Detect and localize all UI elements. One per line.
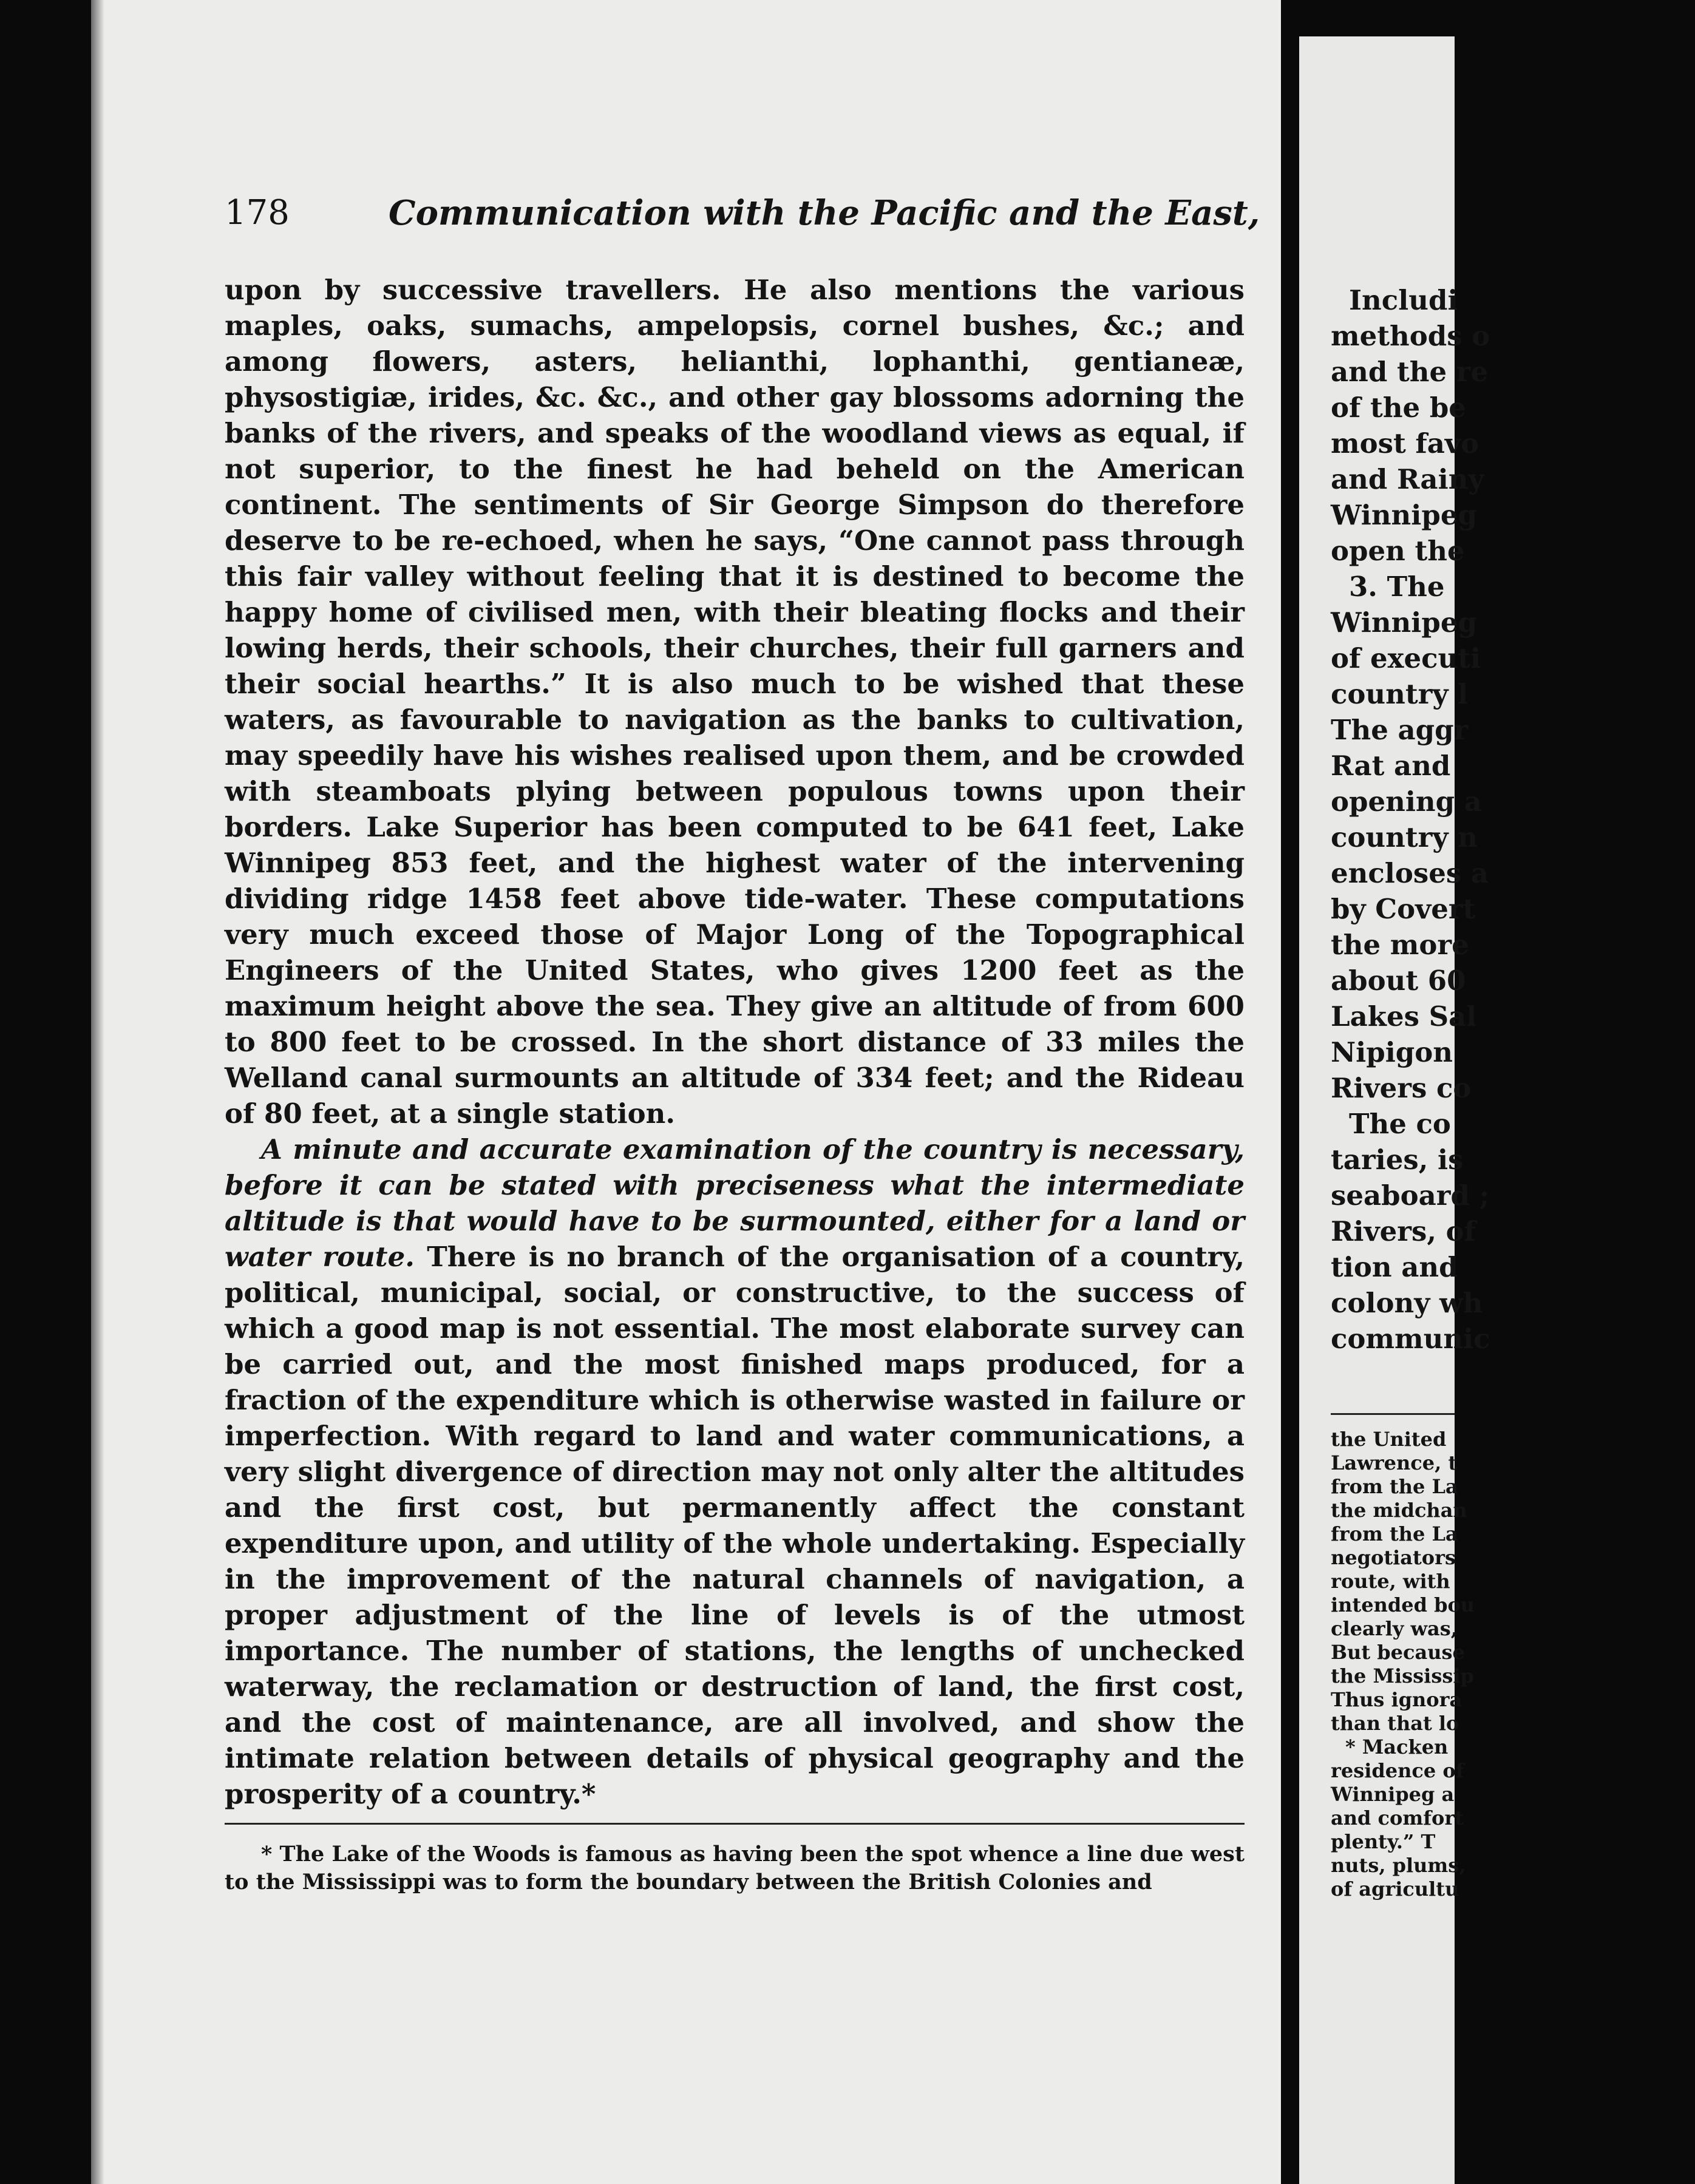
facing-line: Nipigon	[1331, 1036, 1453, 1068]
facing-line: methods o	[1331, 320, 1490, 352]
facing-line: taries, is	[1331, 1144, 1464, 1176]
facing-note-line: route, with	[1331, 1570, 1450, 1593]
facing-note-line: than that lo	[1331, 1712, 1459, 1735]
facing-line: communic	[1331, 1323, 1490, 1355]
facing-line: and Rainy	[1331, 463, 1484, 495]
facing-note-line: the United	[1331, 1428, 1447, 1451]
facing-footnotes	[1331, 1428, 1695, 1901]
facing-page-text	[1331, 282, 1695, 1357]
facing-note-line: Thus ignora	[1331, 1688, 1462, 1711]
facing-note-line: from the La	[1331, 1475, 1458, 1498]
facing-line: Winnipeg	[1331, 606, 1477, 639]
facing-note-line: negotiators	[1331, 1546, 1456, 1569]
facing-line: Winnipeg	[1331, 499, 1477, 531]
facing-line: about 60	[1331, 965, 1466, 997]
facing-line: country n	[1331, 821, 1478, 853]
facing-note-line: from the La	[1331, 1522, 1458, 1545]
facing-note-line: clearly was,	[1331, 1617, 1458, 1640]
facing-note-line: * Macken	[1345, 1735, 1449, 1758]
page-number: 178	[225, 193, 290, 232]
facing-note-line: residence of	[1331, 1759, 1464, 1782]
facing-line: of the be	[1331, 392, 1466, 424]
facing-line: opening a	[1331, 785, 1482, 818]
paragraph-2-italic-lead: A minute and accurate examination of the country is necessary, before it can be stated with preciseness what the intermediate altitude is that would have to be surmounted, either for a land or water route.	[225, 1133, 1245, 1273]
facing-note-line: of agricultu	[1331, 1877, 1459, 1901]
facing-footnote-rule	[1331, 1413, 1455, 1415]
facing-line: The co	[1349, 1108, 1451, 1140]
facing-line: Includi	[1349, 284, 1458, 316]
facing-note-line: the midchan	[1331, 1499, 1467, 1522]
facing-line: country l	[1331, 678, 1469, 710]
facing-note-line: nuts, plums,	[1331, 1854, 1466, 1877]
facing-line: The aggr	[1331, 714, 1469, 746]
paragraph-1: upon by successive travellers. He also mentions the various maples, oaks, sumachs, ampelopsis, cornel bushes, &c.; and among flowers, asters, helianthi, lophanthi, gentianeæ, physostigiæ, irides, &c. &c., and other gay blossoms adorning the banks of the rivers, and speaks of the woodland views as equal, if not superior, to the finest he had beheld on the American continent. The sentiments of Sir George Simpson do therefore deserve to be re-echoed, when he says, “One cannot pass through this fair valley without feeling that it is destined to become the happy home of civilised men, with their bleating flocks and their lowing herds, their schools, their churches, their full garners and their social hearths.” It is also much to be wished that these waters, as favourable to navigation as the banks to cultivation, may speedily have his wishes realised upon them, and be crowded with steamboats plying between populous towns upon their borders. Lake Superior has been computed to be 641 feet, Lake Winnipeg 853 feet, and the highest water of the intervening dividing ridge 1458 feet above tide-water. These computations very much exceed those of Major Long of the Topographical Engineers of the United States, who gives 1200 feet as the maximum height above the sea. They give an altitude of from 600 to 800 feet to be crossed. In the short distance of 33 miles the Welland canal surmounts an altitude of 334 feet; and the Rideau of 80 feet, at a single station.	[225, 274, 1245, 1130]
facing-line: Rivers co	[1331, 1072, 1472, 1104]
facing-line: colony wh	[1331, 1287, 1483, 1319]
facing-note-line: the Mississip	[1331, 1664, 1474, 1687]
facing-note-line: Winnipeg a	[1331, 1783, 1455, 1806]
facing-line: tion and	[1331, 1251, 1458, 1283]
paragraph-2	[225, 1131, 1245, 1812]
facing-line: by Covert	[1331, 893, 1476, 925]
facing-line: and the re	[1331, 356, 1489, 388]
footnote: * The Lake of the Woods is famous as having been the spot whence a line due west to the Mississippi was to form the boundary between the British Colonies and	[225, 1842, 1245, 1894]
facing-line: encloses a	[1331, 857, 1489, 889]
page-header	[225, 193, 1260, 248]
paragraph-2-text: There is no branch of the organisation of a country, political, municipal, social, or constructive, to the success of which a good map is not essential. The most elaborate survey can be carried out, and the most finished maps produced, for a fraction of the expenditure which is otherwise wasted in failure or imperfection. With regard to land and water communications, a very slight divergence of direction may not only alter the altitudes and the first cost, but permanently affect the constant expenditure upon, and utility of the whole undertaking. Especially in the improvement of the natural channels of navigation, a proper adjustment of the line of levels is of the utmost importance. The number of stations, the lengths of unchecked waterway, the reclamation or destruction of land, the first cost, and the cost of maintenance, are all involved, and show the intimate relation between details of physical geography and the prosperity of a country.*	[225, 1241, 1245, 1810]
body-text	[225, 272, 1245, 1812]
facing-note-line: intended bou	[1331, 1593, 1475, 1616]
facing-note-line: and comfort	[1331, 1806, 1464, 1830]
footnote-rule	[225, 1823, 1245, 1825]
running-title: Communication with the Pacific and the East,	[389, 193, 1260, 233]
facing-line: seaboard ;	[1331, 1179, 1490, 1212]
facing-note-line: Lawrence, t	[1331, 1451, 1458, 1474]
facing-line: most favo	[1331, 427, 1479, 460]
facing-line: the more	[1331, 929, 1469, 961]
facing-line: Rivers, of	[1331, 1215, 1476, 1247]
facing-line: Rat and	[1331, 750, 1451, 782]
facing-page	[1299, 36, 1490, 2184]
facing-line: 3. The	[1349, 571, 1445, 603]
facing-line: open the	[1331, 535, 1465, 567]
facing-note-line: But because	[1331, 1641, 1465, 1664]
facing-line: Lakes Sal	[1331, 1000, 1477, 1033]
facing-note-line: plenty.” T	[1331, 1830, 1436, 1853]
facing-line: of executi	[1331, 642, 1481, 674]
